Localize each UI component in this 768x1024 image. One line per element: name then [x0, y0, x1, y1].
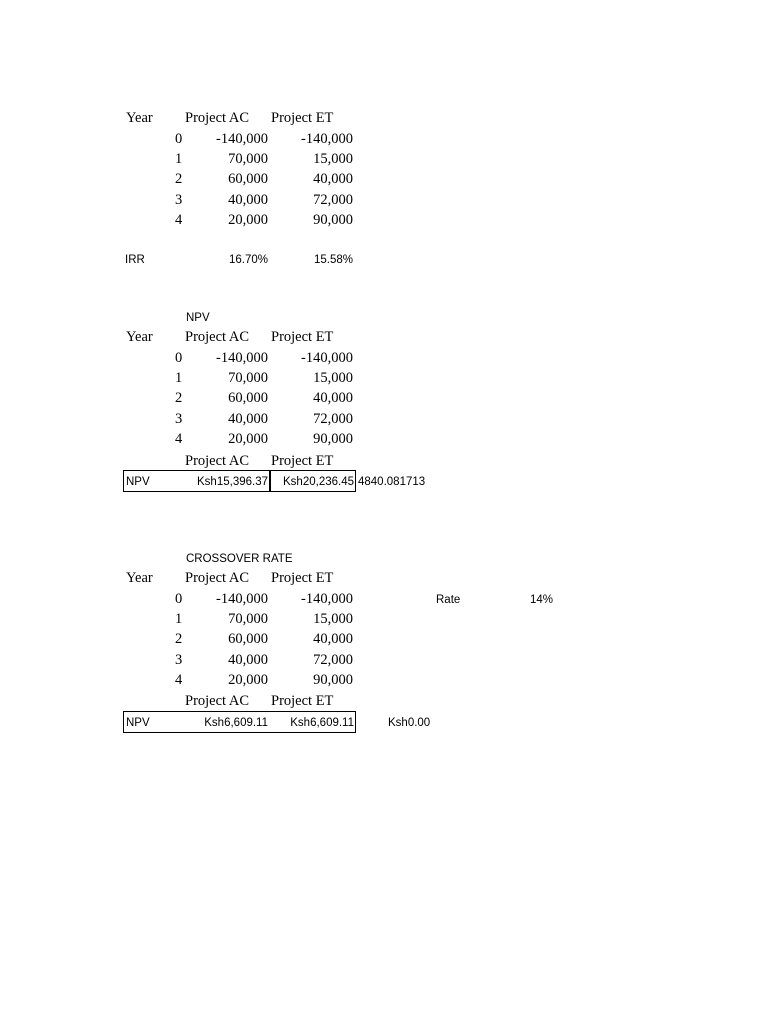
project-et-header: Project ET — [271, 329, 334, 345]
et-cell: 72,000 — [313, 192, 353, 208]
ac-cell: 60,000 — [228, 171, 268, 187]
year-cell: 2 — [175, 390, 183, 406]
project-et-header: Project ET — [271, 453, 334, 469]
year-cell: 0 — [175, 131, 183, 147]
year-cell: 4 — [175, 431, 183, 447]
ac-cell: 40,000 — [228, 411, 268, 427]
et-cell: -140,000 — [301, 131, 353, 147]
ac-cell: -140,000 — [216, 591, 268, 607]
rate-value: 14% — [530, 594, 554, 606]
ac-cell: 20,000 — [228, 212, 268, 228]
project-ac-header: Project AC — [185, 693, 250, 709]
year-header: Year — [126, 570, 153, 586]
project-et-header: Project ET — [271, 110, 334, 126]
crossover-npv-ac-value: Ksh6,609.11 — [204, 717, 268, 729]
et-cell: -140,000 — [301, 591, 353, 607]
npv-et-value: Ksh20,236.45 — [283, 476, 354, 488]
et-cell: 15,000 — [313, 611, 353, 627]
ac-cell: 70,000 — [228, 611, 268, 627]
et-cell: 72,000 — [313, 411, 353, 427]
ac-cell: 70,000 — [228, 370, 268, 386]
ac-cell: -140,000 — [216, 131, 268, 147]
ac-cell: 40,000 — [228, 192, 268, 208]
et-cell: 15,000 — [313, 370, 353, 386]
project-ac-header: Project AC — [185, 110, 250, 126]
npv-title: NPV — [186, 312, 210, 324]
et-cell: 90,000 — [313, 212, 353, 228]
ac-cell: 40,000 — [228, 652, 268, 668]
project-ac-header: Project AC — [185, 453, 250, 469]
ac-cell: 70,000 — [228, 151, 268, 167]
year-cell: 1 — [175, 611, 183, 627]
et-cell: 15,000 — [313, 151, 353, 167]
irr-et-value: 15.58% — [313, 254, 353, 266]
year-cell: 3 — [175, 192, 183, 208]
year-header: Year — [126, 110, 153, 126]
year-cell: 1 — [175, 370, 183, 386]
et-cell: -140,000 — [301, 350, 353, 366]
project-et-header: Project ET — [271, 570, 334, 586]
project-ac-header: Project AC — [185, 570, 250, 586]
et-cell: 72,000 — [313, 652, 353, 668]
crossover-npv-et-value: Ksh6,609.11 — [290, 717, 354, 729]
year-cell: 4 — [175, 212, 183, 228]
ac-cell: 60,000 — [228, 631, 268, 647]
ac-cell: -140,000 — [216, 350, 268, 366]
et-cell: 40,000 — [313, 171, 353, 187]
rate-label: Rate — [436, 594, 461, 606]
project-et-header: Project ET — [271, 693, 334, 709]
npv-difference: 4840.081713 — [358, 476, 426, 488]
year-cell: 2 — [175, 631, 183, 647]
irr-ac-value: 16.70% — [228, 254, 268, 266]
year-cell: 0 — [175, 350, 183, 366]
year-header: Year — [126, 329, 153, 345]
crossover-npv-difference: Ksh0.00 — [388, 717, 431, 729]
ac-cell: 60,000 — [228, 390, 268, 406]
year-cell: 4 — [175, 672, 183, 688]
npv-label: NPV — [126, 476, 150, 488]
project-ac-header: Project AC — [185, 329, 250, 345]
et-cell: 40,000 — [313, 390, 353, 406]
irr-label: IRR — [125, 254, 145, 266]
npv-ac-value: Ksh15,396.37 — [197, 476, 268, 488]
year-cell: 3 — [175, 411, 183, 427]
et-cell: 40,000 — [313, 631, 353, 647]
year-cell: 3 — [175, 652, 183, 668]
ac-cell: 20,000 — [228, 431, 268, 447]
year-cell: 2 — [175, 171, 183, 187]
year-cell: 1 — [175, 151, 183, 167]
ac-cell: 20,000 — [228, 672, 268, 688]
et-cell: 90,000 — [313, 431, 353, 447]
crossover-npv-label: NPV — [126, 717, 150, 729]
et-cell: 90,000 — [313, 672, 353, 688]
crossover-title: CROSSOVER RATE — [186, 553, 293, 565]
year-cell: 0 — [175, 591, 183, 607]
